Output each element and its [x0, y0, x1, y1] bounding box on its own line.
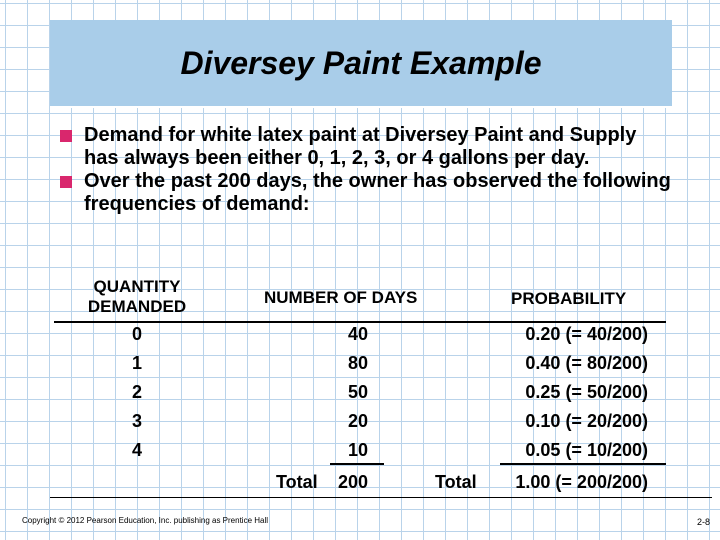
cell-probability: 0.10 (= 20/200) — [525, 411, 648, 431]
cell-probability: 0.05 (= 10/200) — [525, 440, 648, 460]
cell-quantity: 3 — [131, 411, 142, 431]
probability-sum-rule — [500, 463, 666, 465]
bullet-item — [56, 170, 676, 216]
bullet-text: Demand for white latex paint at Diversey Paint and Supply has always been either 0, 1, 2, 3, or 4 gallons per day. — [84, 124, 637, 169]
bullet-list — [56, 124, 676, 216]
bullet-text: Over the past 200 days, the owner has observed the following frequencies of demand: — [84, 170, 671, 215]
title-banner — [50, 20, 672, 108]
cell-quantity: 1 — [131, 353, 142, 373]
total-days: 200 — [337, 472, 368, 492]
slide-number: 2-8 — [696, 517, 710, 527]
cell-probability: 0.25 (= 50/200) — [525, 382, 648, 402]
cell-probability: 0.20 (= 40/200) — [525, 324, 648, 344]
header-quantity-line2: DEMANDED — [87, 297, 187, 316]
cell-days: 80 — [347, 353, 368, 373]
total-probability: 1.00 (= 200/200) — [515, 472, 648, 492]
cell-days: 20 — [347, 411, 368, 431]
cell-quantity: 2 — [131, 382, 142, 402]
slide-title: Diversey Paint Example — [180, 44, 542, 81]
header-quantity — [62, 277, 212, 317]
bullet-item — [56, 124, 676, 170]
cell-probability: 0.40 (= 80/200) — [525, 353, 648, 373]
square-bullet-icon — [60, 176, 72, 188]
footer-rule — [50, 497, 712, 498]
cell-days: 40 — [347, 324, 368, 344]
square-bullet-icon — [60, 130, 72, 142]
header-days: NUMBER OF DAYS — [264, 288, 418, 307]
cell-quantity: 0 — [131, 324, 142, 344]
total-label-probability: Total — [435, 472, 477, 492]
total-label-days: Total — [276, 472, 318, 492]
days-sum-rule — [330, 463, 384, 465]
header-probability: PROBABILITY — [511, 289, 627, 308]
copyright-text: Copyright © 2012 Pearson Education, Inc. publishing as Prentice Hall — [22, 516, 269, 525]
cell-quantity: 4 — [131, 440, 142, 460]
cell-days: 50 — [347, 382, 368, 402]
header-quantity-line1: QUANTITY — [93, 277, 181, 296]
cell-days: 10 — [347, 440, 368, 460]
